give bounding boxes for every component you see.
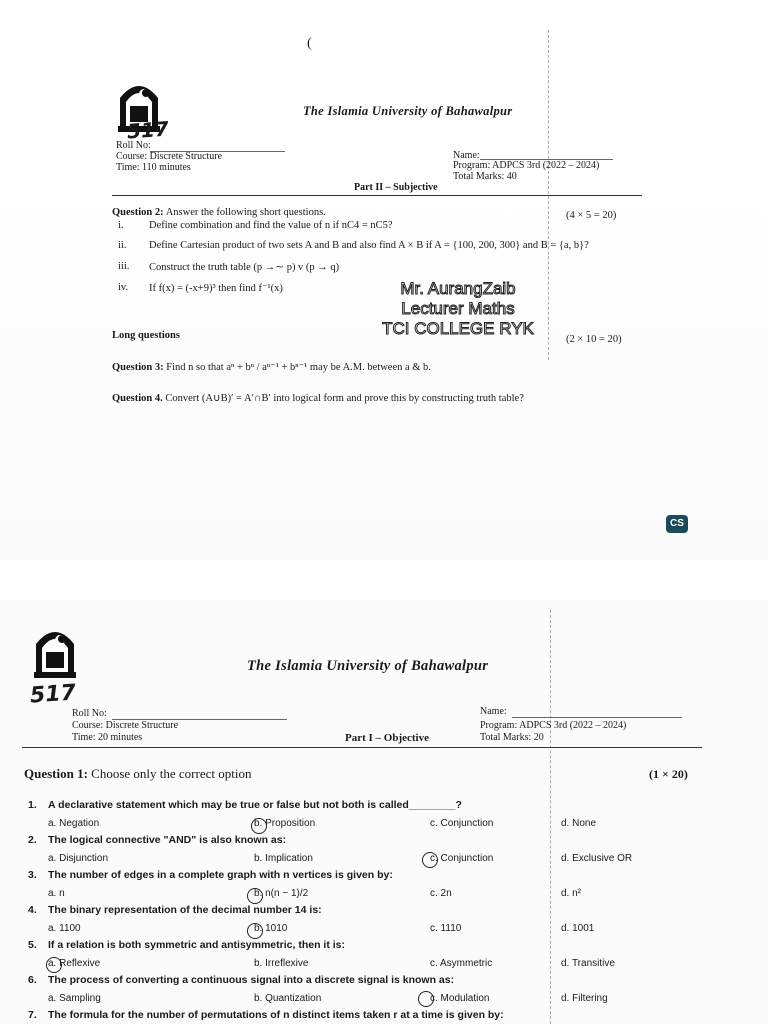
mcq-option: a. Sampling [48,993,101,1004]
mcq-number: 5. [28,939,37,951]
mcq-question-text: If a relation is both symmetric and antisymmetric, then it is: [48,939,345,951]
mcq-number: 2. [28,834,37,846]
q2-heading [112,207,326,218]
time-label: Time: 110 minutes [116,162,191,173]
part-title: Part I – Objective [345,732,429,744]
answer-circle [418,991,434,1007]
q4-text: Convert (A∪B)′ = A′∩B′ into logical form and prove this by constructing truth table? [165,393,524,404]
mcq-number: 7. [28,1009,37,1021]
watermark-stamp [368,279,548,339]
exam-page-objective [0,600,768,1024]
fold-line [550,610,552,1024]
handwritten-roll-number: 517 [29,680,77,709]
course-label: Course: Discrete Structure [72,720,179,731]
q1-title: Question 1: [24,766,88,781]
short-question-text: Construct the truth table (p →∼ p) v (p → q) [149,262,340,273]
q2-text: Answer the following short questions. [165,207,326,218]
watermark-line: TCI COLLEGE RYK [382,319,534,338]
mcq-question-text: The logical connective "AND" is also known as: [48,834,287,846]
watermark-line: Lecturer Maths [401,299,515,318]
university-crest-icon [32,622,78,680]
mcq-option: b. 1010 [254,923,288,934]
mcq-option: b. n(n − 1)/2 [254,888,309,899]
long-questions-marks: (2 × 10 = 20) [566,334,622,345]
name-line [512,717,682,718]
q3-title: Question 3: [112,362,164,373]
mcq-question-text: A declarative statement which may be true or false but not both is called________? [48,799,462,811]
answer-circle [247,923,263,939]
mcq-option: c. Asymmetric [430,958,493,969]
mcq-option: b. Implication [254,853,313,864]
q4 [112,392,524,404]
mcq-option: d. Transitive [561,958,615,969]
mcq-option: c. 2n [430,888,452,899]
mcq-option: b. Quantization [254,993,322,1004]
mcq-option: a. n [48,888,65,899]
answer-circle [247,888,263,904]
mcq-option: c. 1110 [430,923,462,934]
mcq-question-text: The number of edges in a complete graph with n vertices is given by: [48,869,393,881]
mcq-number: 3. [28,869,37,881]
mcq-question-text: The binary representation of the decimal number 14 is: [48,904,322,916]
mcq-option: b. Irreflexive [254,958,309,969]
short-question-number: i. [118,220,124,231]
program-label: Program: ADPCS 3rd (2022 – 2024) [480,720,627,731]
mcq-option: d. Exclusive OR [561,853,633,864]
camscanner-badge: CS [666,515,688,533]
mcq-option: a. Negation [48,818,100,829]
total-marks-label: Total Marks: 40 [453,171,517,182]
short-question-text: If f(x) = (-x+9)³ then find f⁻¹(x) [149,283,283,294]
mcq-option: b. Proposition [254,818,316,829]
mcq-option: a. Disjunction [48,853,109,864]
total-marks-label: Total Marks: 20 [480,732,544,743]
short-question-text: Define Cartesian product of two sets A and B and also find A × B if A = {100, 200, 300} and B = {a, b}? [149,240,589,251]
mcq-option: d. n² [561,888,582,899]
watermark-line: Mr. AurangZaib [400,279,516,298]
mcq-option: c. Conjunction [430,818,494,829]
answer-circle [251,818,267,834]
header-divider [112,195,642,196]
mcq-option: c. Modulation [430,993,490,1004]
short-question-number: ii. [118,240,127,251]
q1-marks: (1 × 20) [649,767,688,781]
name-label: Name: [453,150,480,161]
program-label: Program: ADPCS 3rd (2022 – 2024) [453,160,600,171]
short-question-number: iii. [118,261,130,272]
university-name: The Islamia University of Bahawalpur [247,658,489,674]
stray-mark: ( [307,36,312,51]
q2-title: Question 2: [112,207,164,218]
mcq-number: 1. [28,799,37,811]
q1-text: Choose only the correct option [91,766,252,781]
mcq-option: c. Conjunction [430,853,494,864]
mcq-question-text: The formula for the number of permutations of n distinct items taken r at a time is given by: [48,1009,504,1021]
q3 [112,361,431,373]
mcq-option: d. Filtering [561,993,608,1004]
handwritten-roll-number: 517 [126,116,170,144]
long-questions-title: Long questions [112,330,180,341]
q1-heading [24,766,251,782]
q4-title: Question 4. [112,393,163,404]
answer-circle [46,957,62,973]
mcq-option: a. 1100 [48,923,81,934]
mcq-question-text: The process of converting a continuous signal into a discrete signal is known as: [48,974,455,986]
mcq-option: d. None [561,818,597,829]
roll-no-label: Roll No: [116,140,151,151]
name-label: Name: [480,706,507,717]
mcq-option: a. Reflexive [48,958,101,969]
university-name: The Islamia University of Bahawalpur [303,104,513,118]
mcq-number: 6. [28,974,37,986]
q3-text: Find n so that aⁿ + bⁿ / aⁿ⁻¹ + bⁿ⁻¹ may be A.M. between a & b. [166,362,431,373]
mcq-option: d. 1001 [561,923,595,934]
short-question-number: iv. [118,282,129,293]
header-divider [22,747,702,748]
short-question-text: Define combination and find the value of n if nC4 = nC5? [149,220,393,231]
answer-circle [422,852,438,868]
time-label: Time: 20 minutes [72,732,143,743]
roll-no-label: Roll No: [72,708,107,719]
mcq-number: 4. [28,904,37,916]
part-title: Part II – Subjective [354,182,438,193]
course-label: Course: Discrete Structure [116,151,223,162]
q2-marks: (4 × 5 = 20) [566,210,617,221]
